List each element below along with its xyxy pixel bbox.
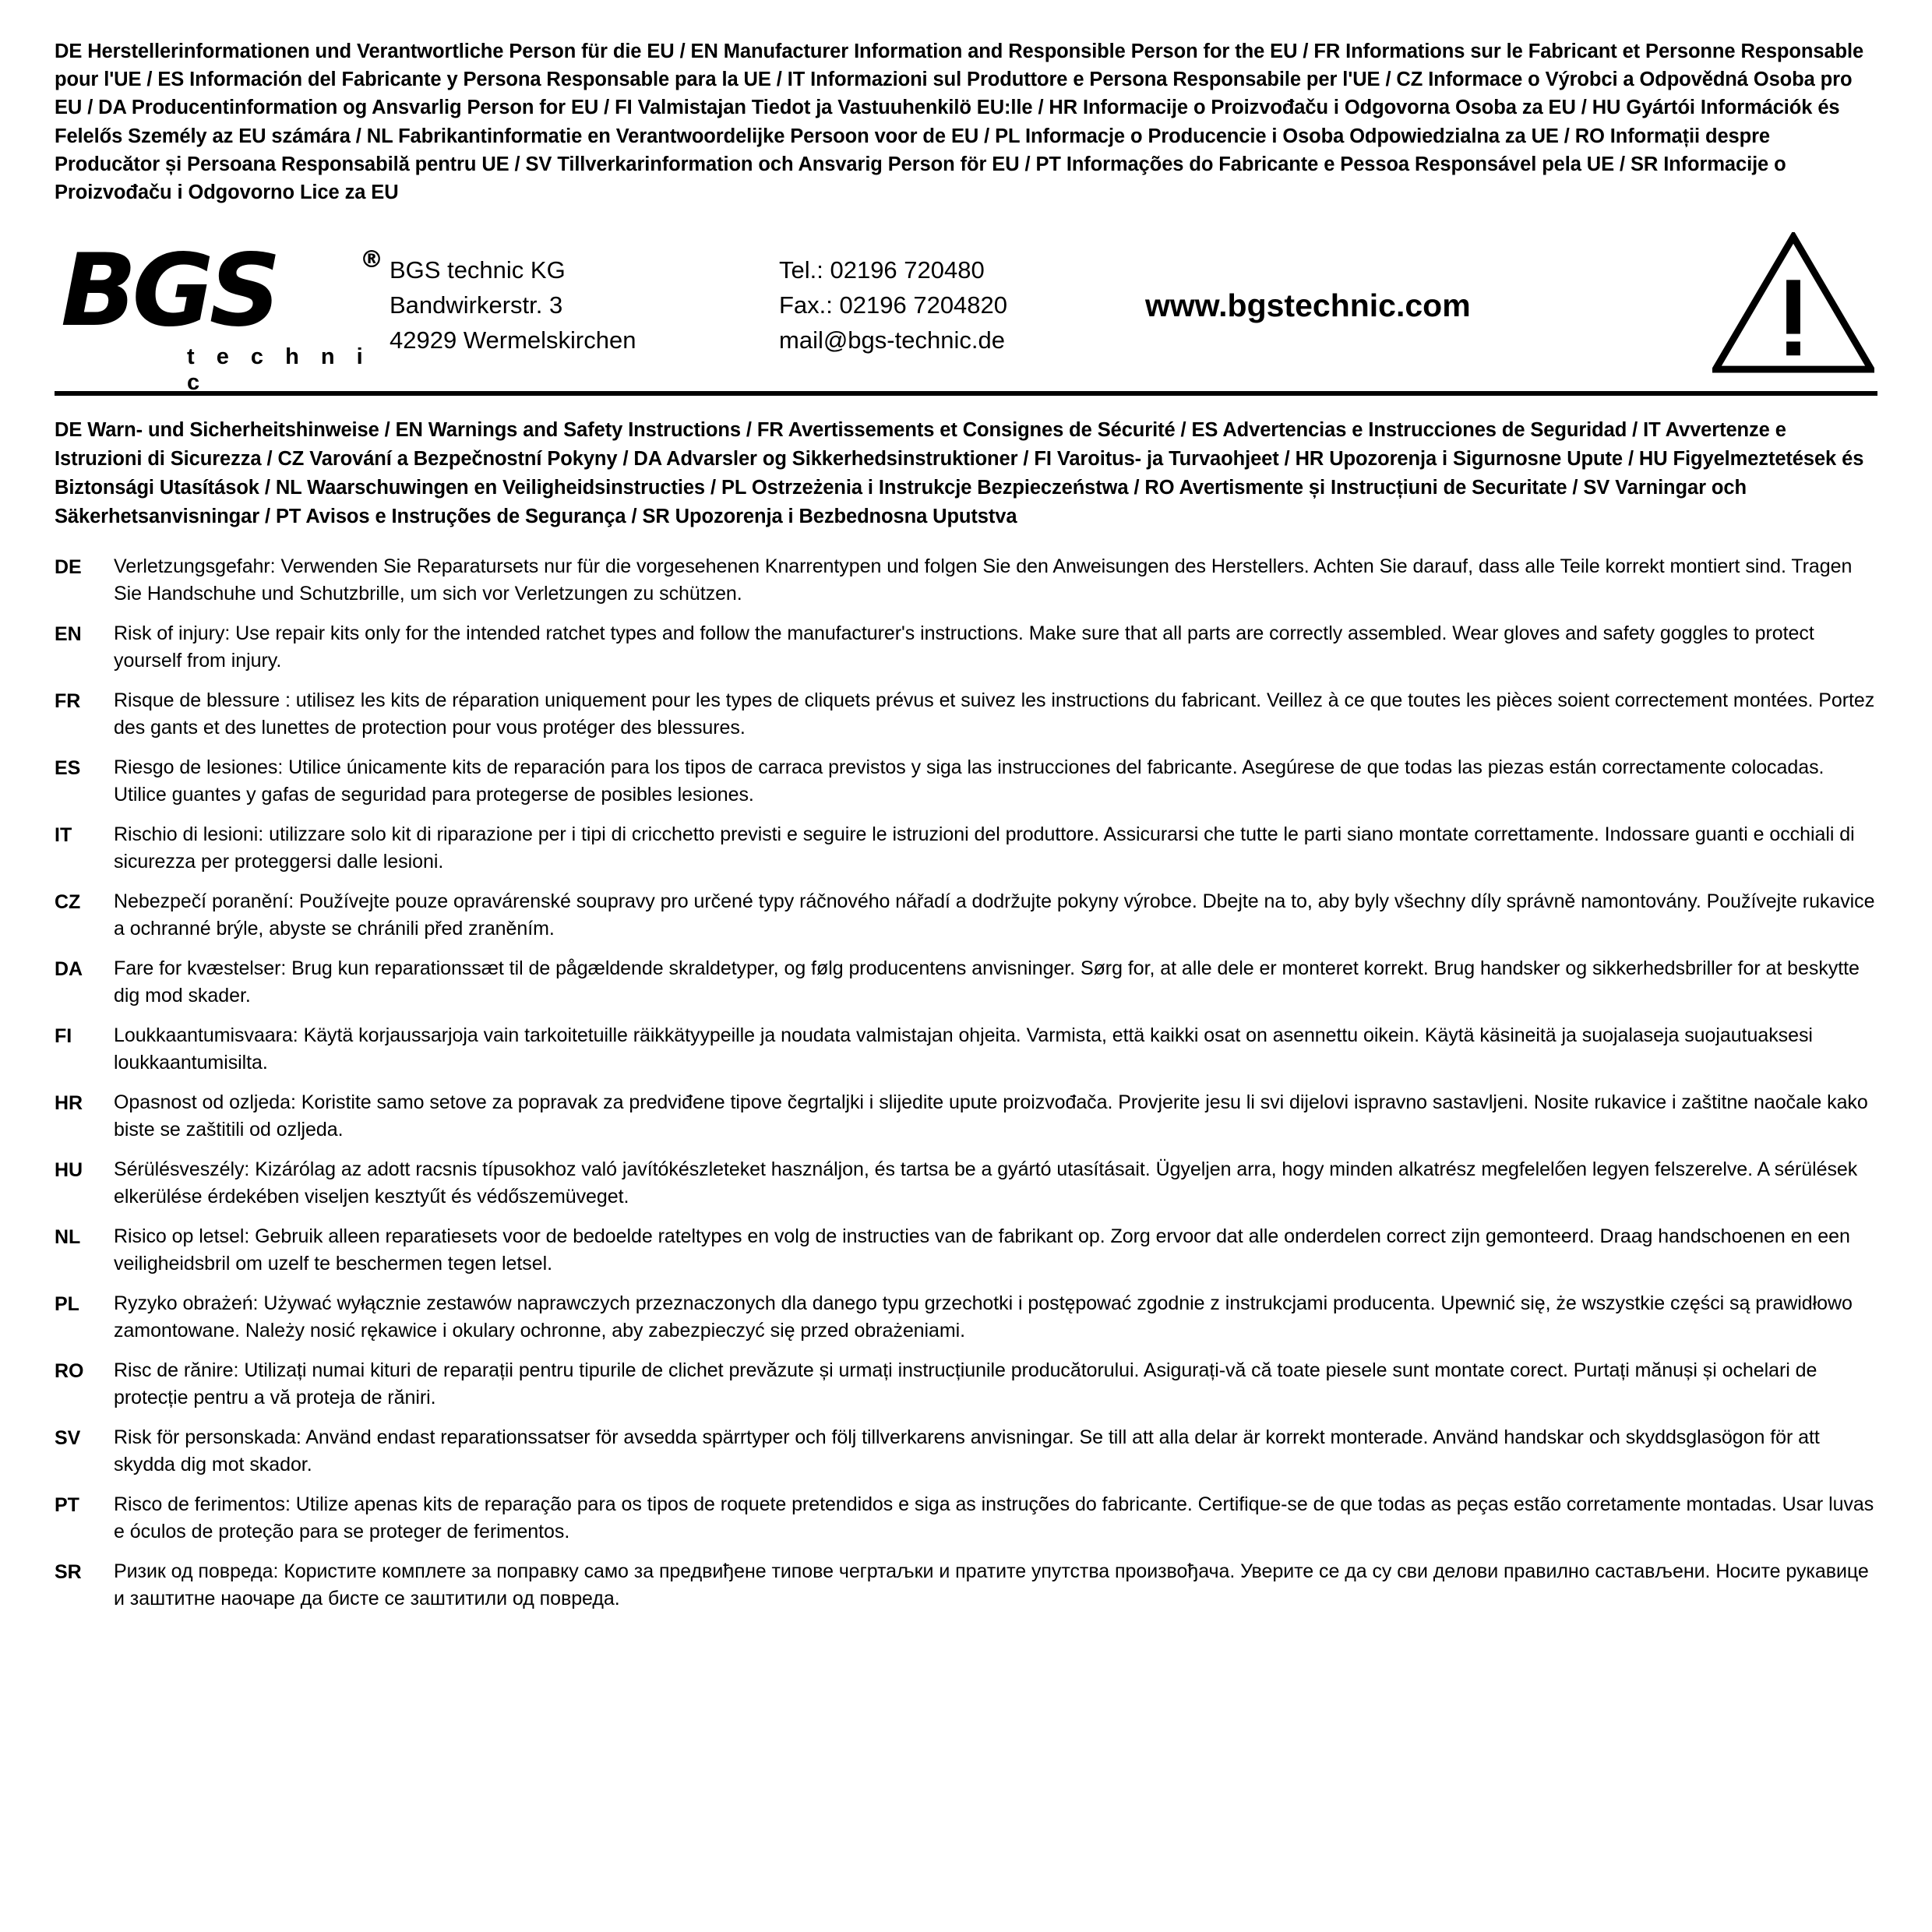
instruction-text: Verletzungsgefahr: Verwenden Sie Reparatursets nur für die vorgesehenen Knarrentypen und folgen Sie den Anweisungen des Herstellers. Achten Sie darauf, dass alle Teile korrekt montiert sind. Tragen Sie Handschuhe und Schutzbrille, um sich vor Verletzungen zu schützen. xyxy=(114,555,1853,605)
company-email: mail@bgs-technic.de xyxy=(779,326,1005,354)
language-code: HR xyxy=(55,1092,83,1115)
company-website: www.bgstechnic.com xyxy=(1145,287,1471,324)
manufacturer-info-heading: DE Herstellerinformationen und Verantwortliche Person für die EU / EN Manufacturer Information and Responsible Person for the EU / FR Informations sur le Fabricant et Personne Responsable pour l'UE / ES Información del Fabricante y Persona Responsable para la UE / IT Informazioni sul Produttore e Persona Responsabile per l'UE / CZ Informace o Výrobci a Odpovědná Osoba pro EU / DA Producentinformation og Ansvarlig Person for EU / FI Valmistajan Tiedot ja Vastuuhenkilö EU:lle / HR Informacije o Proizvođaču i Odgovorna Osoba za EU / HU Gyártói Információk és Felelős Személy az EU számára / NL Fabrikantinformatie en Verantwoordelijke Persoon voor de EU / PL Informacje o Producencie i Osoba Odpowiedzialna za UE / RO Informații despre Producător și Persoana Responsabilă pentru UE / SV Tillverkarinformation och Ansvarig Person för EU / PT Informações do Fabricante e Pessoa Responsável pela UE / SR Informacije o Proizvođaču i Odgovorno Lice za EU xyxy=(55,41,1864,204)
instruction-row-en xyxy=(55,620,1877,675)
instruction-row-de xyxy=(55,553,1877,608)
registered-trademark-icon: ® xyxy=(360,246,383,274)
instruction-row-nl xyxy=(55,1223,1877,1278)
instruction-row-ro xyxy=(55,1357,1877,1412)
language-code: DA xyxy=(55,958,83,981)
instruction-row-es xyxy=(55,754,1877,809)
instruction-row-hr xyxy=(55,1089,1877,1144)
instruction-text: Risk of injury: Use repair kits only for the intended ratchet types and follow the manufacturer's instructions. Make sure that all parts are correctly assembled. Wear gloves and safety goggles to protect yourself from injury. xyxy=(114,622,1814,672)
language-code: IT xyxy=(55,824,72,847)
instruction-text: Ryzyko obrażeń: Używać wyłącznie zestawów naprawczych przeznaczonych dla danego typu grzechotki i postępować zgodnie z instrukcjami producenta. Upewnić się, że wszystkie części są prawidłowo zamontowane. Należy nosić rękawice i okulary ochronne, aby zabezpieczyć się przed obrażeniami. xyxy=(114,1292,1853,1342)
bgs-logo xyxy=(55,231,390,396)
language-code: FR xyxy=(55,690,81,713)
language-code: CZ xyxy=(55,891,81,914)
logo-subtext: t e c h n i c xyxy=(187,344,371,396)
instruction-list xyxy=(55,553,1877,1613)
language-code: SV xyxy=(55,1427,81,1450)
instruction-row-sr xyxy=(55,1558,1877,1613)
instruction-text: Nebezpečí poranění: Používejte pouze opravárenské soupravy pro určené typy ráčnového nářadí a dodržujte pokyny výrobce. Dbejte na to, aby byly všechny díly správně namontovány. Používejte rukavice a ochranné brýle, abyste se chránili před zraněním. xyxy=(114,890,1875,940)
instruction-row-fi xyxy=(55,1022,1877,1077)
language-code: PL xyxy=(55,1293,79,1316)
company-fax: Fax.: 02196 7204820 xyxy=(779,291,1008,319)
language-code: NL xyxy=(55,1226,81,1249)
instruction-text: Riesgo de lesiones: Utilice únicamente kits de reparación para los tipos de carraca previstos y siga las instrucciones del fabricante. Asegúrese de que todas las piezas están correctamente colocadas. Utilice guantes y gafas de seguridad para protegerse de posibles lesiones. xyxy=(114,756,1824,806)
instruction-text: Rischio di lesioni: utilizzare solo kit di riparazione per i tipi di cricchetto previsti e seguire le istruzioni del produttore. Assicurarsi che tutte le parti siano montate correttamente. Indossare guanti e occhiali di sicurezza per proteggersi dalle lesioni. xyxy=(114,823,1855,873)
company-address xyxy=(390,248,779,358)
instruction-text: Risque de blessure : utilisez les kits de réparation uniquement pour les types de cliquets prévus et suivez les instructions du fabricant. Veillez à ce que toutes les pièces soient correctement montées. Portez des gants et des lunettes de protection pour vous protéger des blessures. xyxy=(114,689,1875,739)
instruction-row-cz xyxy=(55,888,1877,943)
instruction-text: Sérülésveszély: Kizárólag az adott racsnis típusokhoz való javítókészleteket használjon, és tartsa be a gyártó utasításait. Ügyeljen arra, hogy minden alkatrész megfelelően legyen felszerelve. A sérülések elkerülése érdekében viseljen kesztyűt és védőszemüveget. xyxy=(114,1158,1858,1208)
instruction-text: Fare for kvæstelser: Brug kun reparationssæt til de pågældende skraldetyper, og følg producentens anvisninger. Sørg for, at alle dele er monteret korrekt. Brug handsker og sikkerhedsbriller for at beskytte dig mod skader. xyxy=(114,957,1860,1007)
language-code: FI xyxy=(55,1025,72,1048)
instruction-text: Risk för personskada: Använd endast reparationssatser för avsedda spärrtyper och följ tillverkarens anvisningar. Se till att alla delar är korrekt monterade. Använd handskar och skyddsglasögon för att skydda dig mot skador. xyxy=(114,1426,1820,1476)
instruction-text: Risc de rănire: Utilizați numai kituri de reparații pentru tipurile de clichet prevăzute și urmați instrucțiunile producătorului. Asigurați-vă că toate piesele sunt montate corect. Purtați mănuși și ochelari de protecție pentru a vă proteja de răniri. xyxy=(114,1359,1817,1409)
company-contact xyxy=(779,248,1137,358)
instruction-text: Risico op letsel: Gebruik alleen reparatiesets voor de bedoelde rateltypes en volg de instructies van de fabrikant op. Zorg ervoor dat alle onderdelen correct zijn gemonteerd. Draag handschoenen en een veiligheidsbril om uzelf te beschermen tegen letsel. xyxy=(114,1225,1850,1275)
instruction-text: Opasnost od ozljeda: Koristite samo setove za popravak za predviđene tipove čegrtaljki i slijedite upute proizvođača. Provjerite jesu li svi dijelovi ispravno sastavljeni. Nosite rukavice i zaštitne naočale kako biste se zaštitili od ozljeda. xyxy=(114,1091,1868,1141)
instruction-row-da xyxy=(55,955,1877,1010)
language-code: SR xyxy=(55,1561,82,1584)
language-code: EN xyxy=(55,623,82,646)
instruction-text: Loukkaantumisvaara: Käytä korjaussarjoja vain tarkoitetuille räikkätyypeille ja noudata valmistajan ohjeita. Varmista, että kaikki osat on asennettu oikein. Käytä käsineitä ja suojalaseja suojautuaksesi loukkaantumisilta. xyxy=(114,1024,1813,1074)
language-code: PT xyxy=(55,1494,79,1517)
language-code: RO xyxy=(55,1360,84,1383)
language-code: DE xyxy=(55,556,82,579)
company-telephone: Tel.: 02196 720480 xyxy=(779,256,985,284)
safety-instructions-heading: DE Warn- und Sicherheitshinweise / EN Warnings and Safety Instructions / FR Avertissements et Consignes de Sécurité / ES Advertencias e Instrucciones de Seguridad / IT Avvertenze e Istruzioni di Sicurezza / CZ Varování a Bezpečnostní Pokyny / DA Advarsler og Sikkerhedsinstruktioner / FI Varoitus- ja Turvaohjeet / HR Upozorenja i Sigurnosne Upute / HU Figyelmeztetések és Biztonsági Utasítások / NL Waarschuwingen en Veiligheidsinstructies / PL Ostrzeżenia i Instrukcje Bezpieczeństwa / RO Avertismente și Instrucțiuni de Securitate / SV Varningar och Säkerhetsanvisningar / PT Avisos e Instruções de Segurança / SR Upozorenja i Bezbednosna Uputstva xyxy=(55,419,1864,528)
instruction-text: Risco de ferimentos: Utilize apenas kits de reparação para os tipos de roquete pretendidos e siga as instruções do fabricante. Certifique-se de que todas as peças estão corretamente montadas. Usar luvas e óculos de proteção para se proteger de ferimentos. xyxy=(114,1493,1874,1543)
company-city: 42929 Wermelskirchen xyxy=(390,326,636,354)
instruction-text: Ризик од повреда: Користите комплете за поправку само за предвиђене типове чегртаљки и пратите упутства произвођача. Уверите се да су сви делови правилно састављени. Носите рукавице и заштитне наочаре да бисте се заштитили од повреда. xyxy=(114,1560,1869,1610)
logo-wordmark: BGS xyxy=(61,233,277,350)
company-name: BGS technic KG xyxy=(390,256,566,284)
instruction-row-it xyxy=(55,821,1877,876)
company-street: Bandwirkerstr. 3 xyxy=(390,291,563,319)
language-code: HU xyxy=(55,1159,83,1182)
warning-triangle-container xyxy=(1680,232,1877,374)
instruction-row-sv xyxy=(55,1424,1877,1479)
instruction-row-pt xyxy=(55,1491,1877,1546)
instruction-row-hu xyxy=(55,1156,1877,1211)
warning-triangle-icon xyxy=(1712,232,1874,374)
language-code: ES xyxy=(55,757,81,780)
instruction-row-fr xyxy=(55,687,1877,742)
company-header-band xyxy=(55,219,1877,396)
instruction-row-pl xyxy=(55,1290,1877,1345)
